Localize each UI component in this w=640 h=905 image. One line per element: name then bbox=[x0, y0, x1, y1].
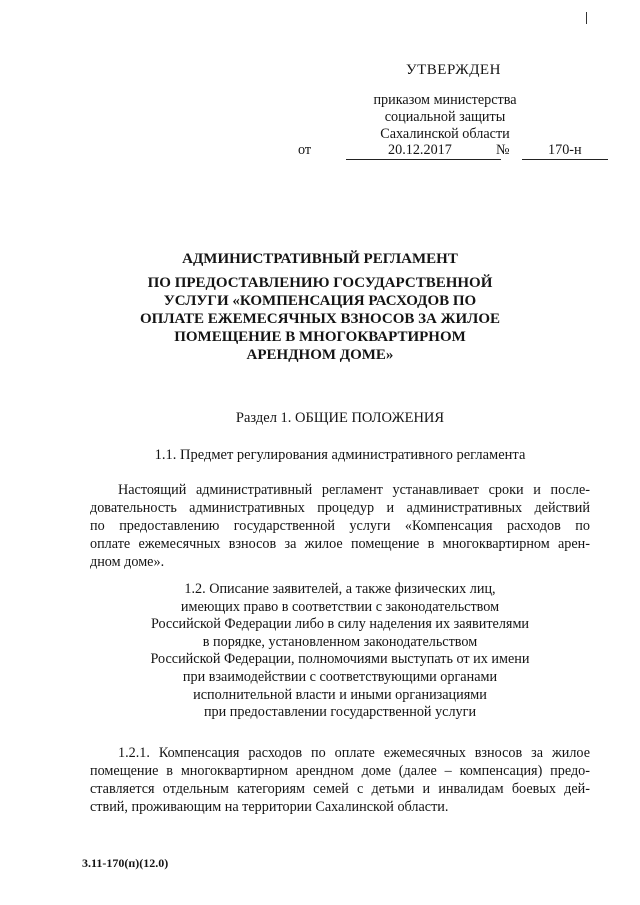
paragraph-regulation-subject bbox=[90, 481, 590, 571]
title-line: АРЕНДНОМ ДОМЕ» bbox=[246, 347, 394, 363]
paragraph-line: ствий, проживающим на территории Сахалинской области. bbox=[90, 799, 449, 815]
order-reference-line bbox=[298, 142, 610, 162]
scan-artifact-mark bbox=[586, 12, 587, 24]
title-line: ПОМЕЩЕНИЕ В МНОГОКВАРТИРНОМ bbox=[174, 329, 466, 345]
approval-line-region: Сахалинской области bbox=[380, 126, 510, 142]
order-number-label: № bbox=[496, 142, 510, 158]
title-line: УСЛУГИ «КОМПЕНСАЦИЯ РАСХОДОВ ПО bbox=[163, 293, 477, 309]
heading-line: исполнительной власти и иными организациями bbox=[193, 686, 487, 703]
order-from-label: от bbox=[298, 142, 312, 158]
section-heading: Раздел 1. ОБЩИЕ ПОЛОЖЕНИЯ bbox=[235, 410, 445, 426]
paragraph-line: помещение в многоквартирном арендном доме (далее – компенсация) предо- bbox=[90, 763, 590, 779]
approval-line-ministry: приказом министерства bbox=[373, 92, 517, 108]
paragraph-line: Настоящий административный регламент устанавливает сроки и после- bbox=[118, 482, 590, 498]
paragraph-line: оплате ежемесячных взносов за жилое помещение в многоквартирном арен- bbox=[90, 536, 590, 552]
document-title bbox=[100, 250, 540, 364]
order-number: 170-н bbox=[548, 142, 582, 158]
paragraph-line: довательность административных процедур и административных действий bbox=[90, 500, 590, 516]
subsection-1-1-heading: 1.1. Предмет регулирования административного регламента bbox=[154, 447, 526, 463]
heading-line: имеющих право в соответствии с законодательством bbox=[180, 598, 500, 615]
heading-line: 1.2. Описание заявителей, а также физических лиц, bbox=[184, 581, 496, 597]
paragraph-line: ставляется отдельным категориям семей с детьми и инвалидам боевых дей- bbox=[90, 781, 590, 797]
order-date-underline bbox=[346, 159, 501, 160]
order-date: 20.12.2017 bbox=[388, 142, 452, 158]
heading-line: в порядке, установленном законодательством bbox=[202, 633, 478, 650]
approval-title: УТВЕРЖДЕН bbox=[406, 62, 501, 78]
heading-line: при предоставлении государственной услуги bbox=[203, 704, 477, 721]
title-line: ОПЛАТЕ ЕЖЕМЕСЯЧНЫХ ВЗНОСОВ ЗА ЖИЛОЕ bbox=[140, 311, 500, 327]
title-line: АДМИНИСТРАТИВНЫЙ РЕГЛАМЕНТ bbox=[182, 251, 458, 267]
approval-line-social: социальной защиты bbox=[384, 109, 506, 125]
order-number-underline bbox=[522, 159, 608, 160]
title-line: ПО ПРЕДОСТАВЛЕНИЮ ГОСУДАРСТВЕННОЙ bbox=[147, 275, 493, 291]
heading-line: при взаимодействии с соответствующими органами bbox=[182, 668, 498, 685]
heading-line: Российской Федерации либо в силу наделения их заявителями bbox=[150, 616, 530, 633]
paragraph-compensation-1-2-1 bbox=[90, 744, 590, 816]
subsection-1-2-heading bbox=[60, 581, 620, 722]
paragraph-line: 1.2.1. Компенсация расходов по оплате ежемесячных взносов за жилое bbox=[118, 745, 590, 761]
heading-line: Российской Федерации, полномочиями выступать от их имени bbox=[150, 651, 530, 668]
paragraph-line: по предоставлению государственной услуги «Компенсация расходов по bbox=[90, 518, 590, 534]
footer-document-code: 3.11-170(п)(12.0) bbox=[82, 856, 169, 870]
paragraph-line: дном доме». bbox=[90, 554, 165, 570]
